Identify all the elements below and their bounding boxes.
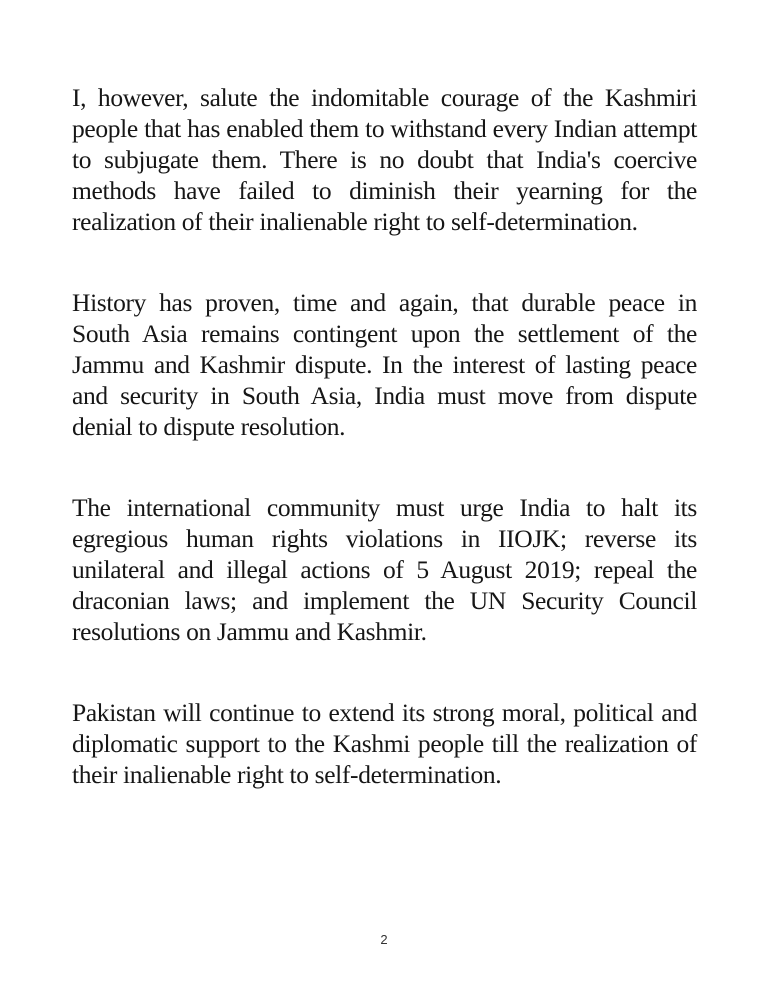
paragraph-durable-peace: History has proven, time and again, that durable peace in South Asia remains contingent upon the settlement of the Jammu and Kashmir dispute. In the interest of lasting peace and security in South Asia, India must move from dispute denial to dispute resolution. bbox=[72, 288, 697, 441]
paragraph-international-community: The international community must urge India to halt its egregious human rights violations in IIOJK; reverse its unilateral and illegal actions of 5 August 2019; repeal the draconian laws; and implement the UN Security Council resolutions on Jammu and Kashmir. bbox=[72, 493, 697, 646]
paragraph-pakistan-support: Pakistan will continue to extend its strong moral, political and diplomatic support to the Kashmi people till the realization of their inalienable right to self-determination. bbox=[72, 698, 697, 789]
paragraph-kashmiri-courage: I, however, salute the indomitable courage of the Kashmiri people that has enabled them to withstand every Indian attempt to subjugate them. There is no doubt that India's coercive methods have failed to diminish their yearning for the realization of their inalienable right to self-determination. bbox=[72, 83, 697, 236]
page-number: 2 bbox=[380, 932, 388, 947]
